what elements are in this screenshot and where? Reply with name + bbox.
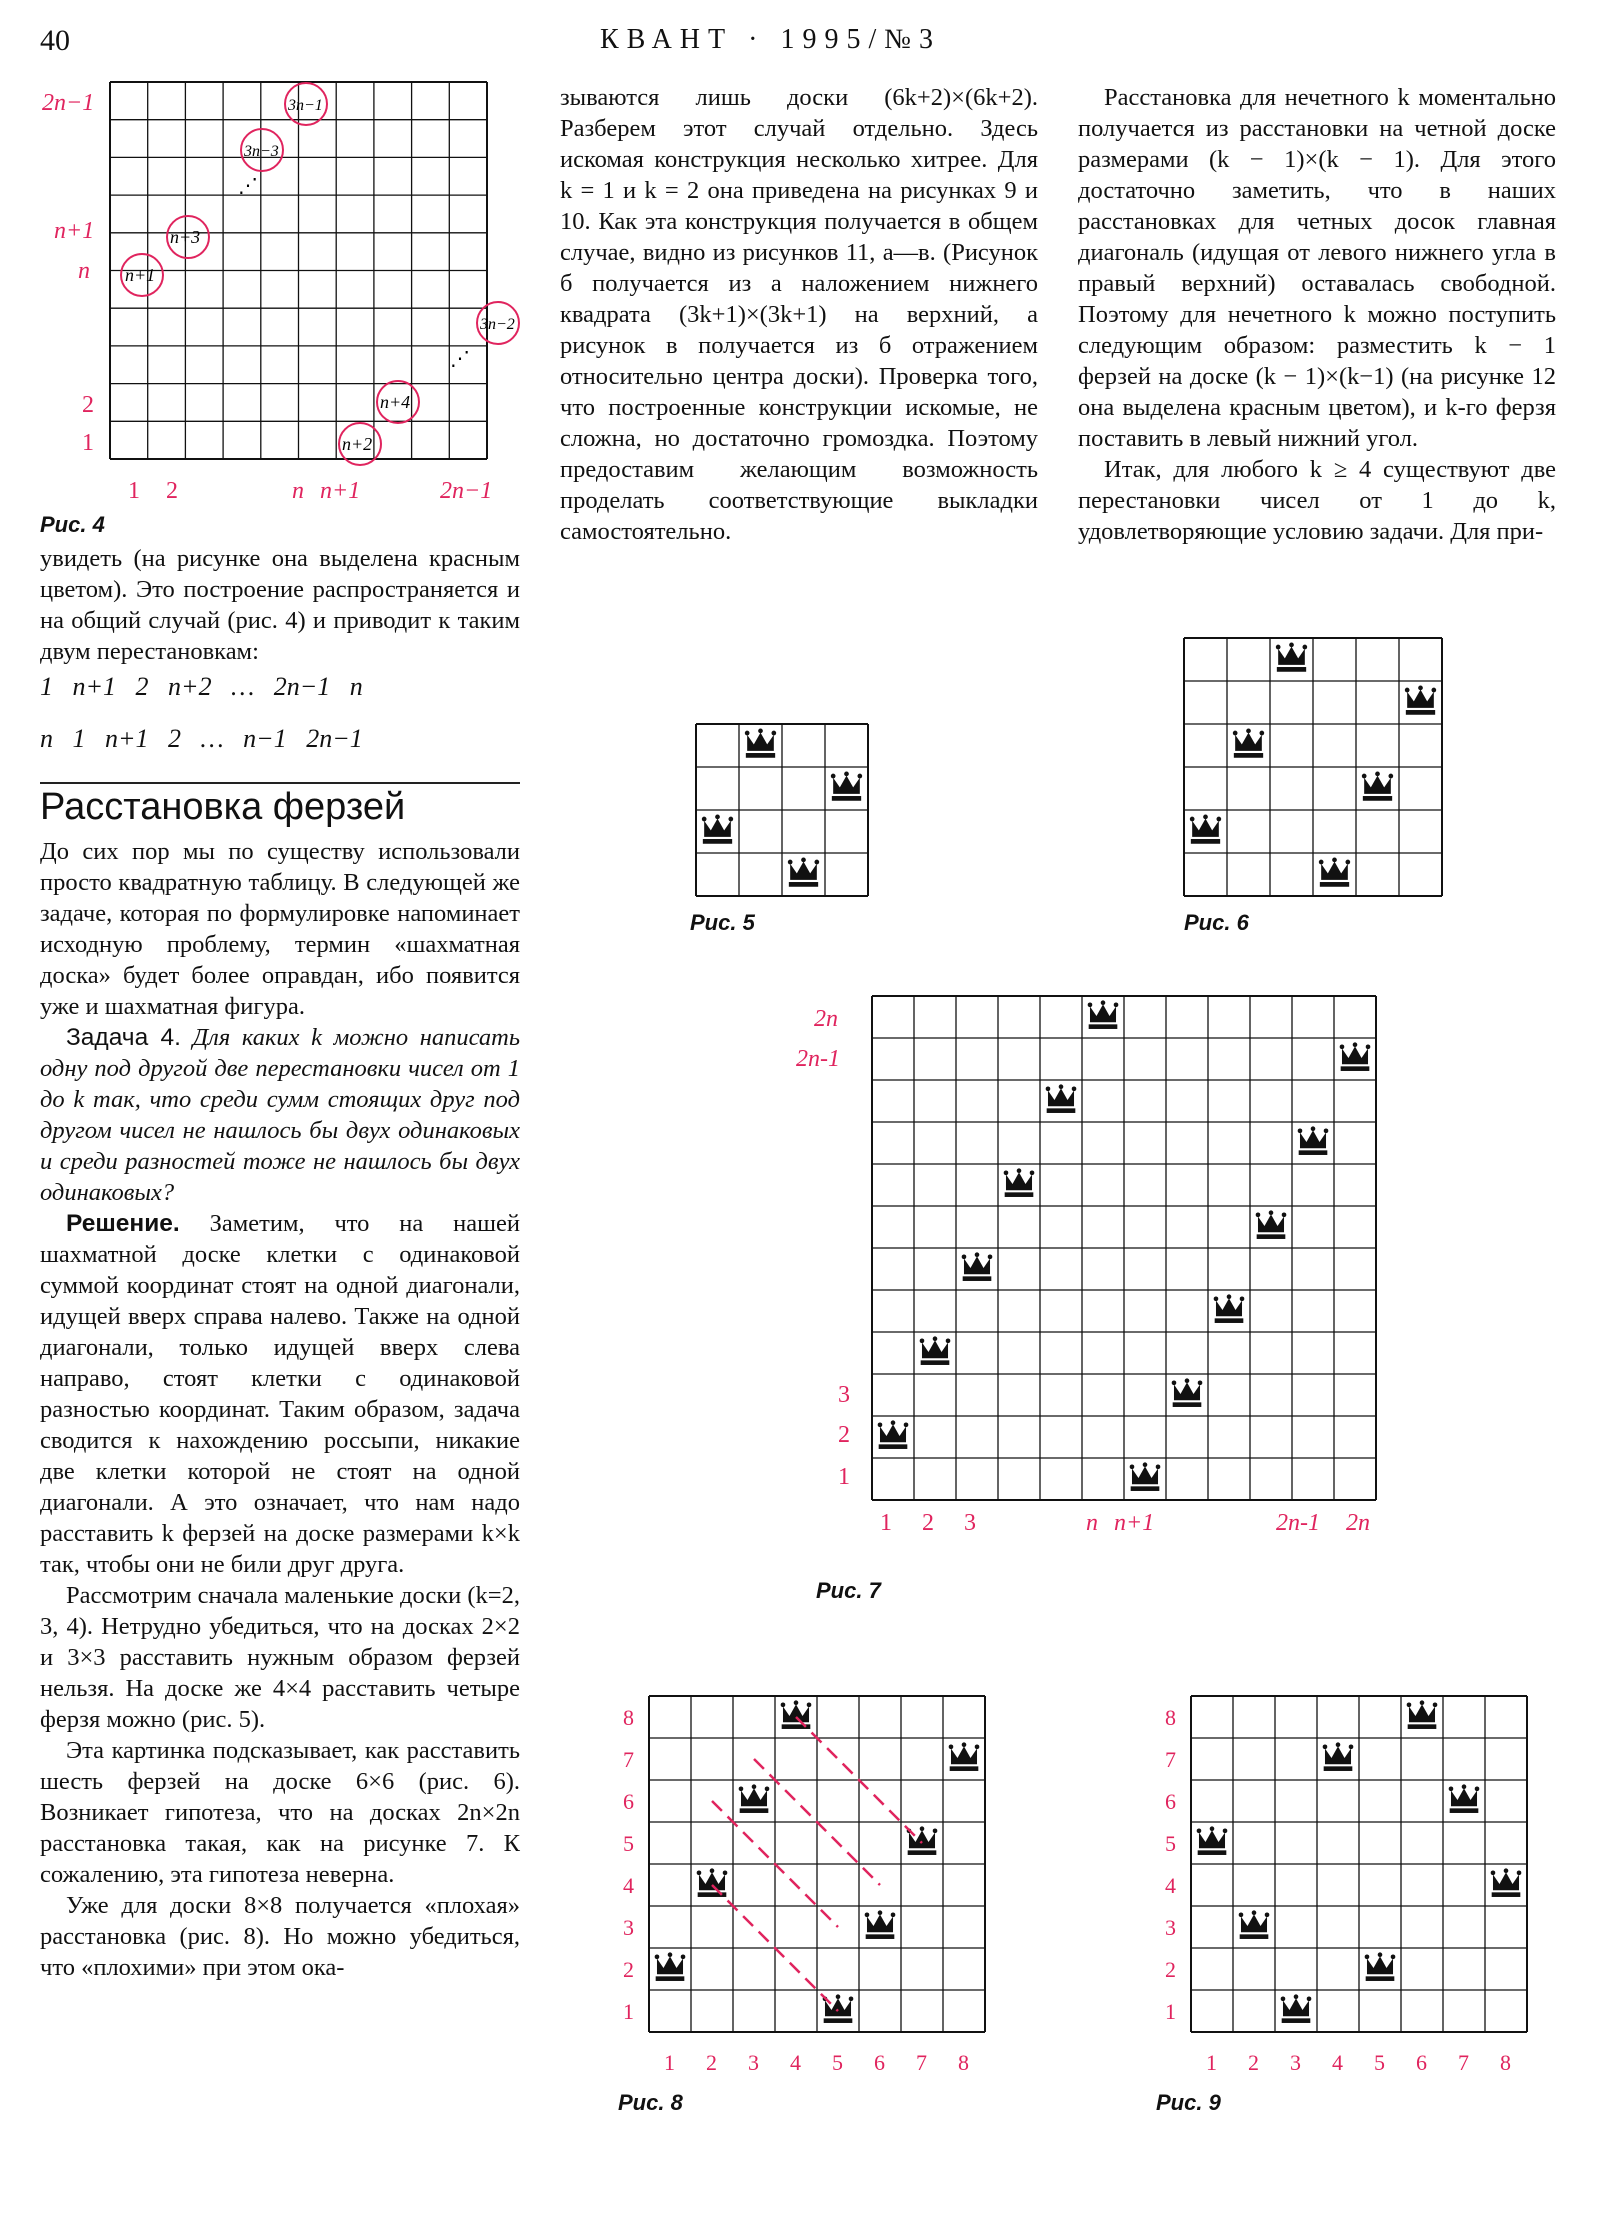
figure-7-board — [780, 990, 1400, 1550]
fig6-queen-2 — [1233, 729, 1264, 758]
fig8-xlabel-2: 2 — [706, 2050, 717, 2075]
fig6-queen-5 — [1362, 772, 1393, 801]
fig4-xlabel-2: 2 — [166, 478, 178, 504]
col3-paragraph-1: Расстановка для нечетного k моментально получается из расстановки на четной доске размерами (k − 1)×(k − 1). Для этого достаточно заметить, что в наших расстановках для четных досок главная диагональ (идущая от левого нижнего угла в правый верхний) оставалась свободной. Поэтому для нечетного k можно поступить следующим образом: разместить k − 1 ферзей на доске (k − 1)×(k−1) (на рисунке 12 она выделена красным цветом), и k-го ферзя поставить в левый нижний угол. — [1078, 84, 1556, 452]
fig4-xlabel-2n-1: 2n−1 — [440, 478, 493, 504]
fig7-xlabel-2: 2 — [922, 1510, 934, 1536]
fig8-ylabel-4: 4 — [623, 1873, 634, 1898]
fig6-queen-1 — [1190, 815, 1221, 844]
fig8-xlabel-4: 4 — [790, 2050, 801, 2075]
fig8-xlabel-7: 7 — [916, 2050, 927, 2075]
fig4-circle-3n-2: 3n−2 — [480, 316, 515, 333]
fig8-xlabel-5: 5 — [832, 2050, 843, 2075]
fig7-ylabel-2n-1: 2n-1 — [796, 1046, 840, 1072]
fig9-queen-6 — [1407, 1700, 1438, 1729]
fig7-queen-5 — [1046, 1084, 1077, 1113]
fig7-queen-7 — [1130, 1462, 1161, 1491]
fig7-xlabel-2n-1: 2n-1 — [1276, 1510, 1320, 1536]
figure-8-caption: Рис. 8 — [618, 2090, 683, 2115]
svg-text:⋰: ⋰ — [450, 348, 470, 370]
fig9-queen-7 — [1449, 1784, 1480, 1813]
fig7-queen-11 — [1298, 1126, 1329, 1155]
column-3 — [1078, 82, 1556, 547]
figure-4 — [30, 80, 515, 510]
fig7-ylabel-3: 3 — [838, 1382, 850, 1408]
fig8-ylabel-1: 1 — [623, 1999, 634, 2024]
figure-4-caption: Рис. 4 — [40, 512, 105, 537]
figure-7-caption: Рис. 7 — [816, 1578, 881, 1603]
figure-4-circles — [121, 83, 519, 465]
fig6-queen-4 — [1319, 858, 1350, 887]
col1-paragraph-2: До сих пор мы по существу использовали просто квадратную таблицу. В следующей же задаче, которая по формулировке напоминает исходную проблему, термин «шахматная доска» будет более оправдан, ибо появится уже и шахматная фигура. — [40, 838, 520, 1020]
fig7-queen-10 — [1256, 1210, 1287, 1239]
fig4-circle-n+4: n+4 — [380, 392, 411, 412]
fig8-xlabel-8: 8 — [958, 2050, 969, 2075]
col1-paragraph-4: Эта картинка подсказывает, как расставить шесть ферзей на доске 6×6 (рис. 6). Возникает гипотеза, что на досках 2n×2n расстановка такая, как на рисунке 7. К сожалению, эта гипотеза неверна. — [40, 1737, 520, 1888]
fig9-ylabel-1: 1 — [1165, 1999, 1176, 2024]
fig8-xlabel-1: 1 — [664, 2050, 675, 2075]
fig8-queen-3 — [739, 1784, 770, 1813]
fig7-ylabel-1: 1 — [838, 1464, 850, 1490]
fig8-ylabel-8: 8 — [623, 1705, 634, 1730]
fig8-xlabel-6: 6 — [874, 2050, 885, 2075]
fig8-queen-6 — [865, 1910, 896, 1939]
fig7-queen-4 — [1004, 1168, 1035, 1197]
permutation-1: 1 n+1 2 n+2 … 2n−1 n — [40, 672, 363, 701]
fig4-ylabel-n+1: n+1 — [54, 218, 95, 244]
fig8-ylabel-2: 2 — [623, 1957, 634, 1982]
fig9-xlabel-5: 5 — [1374, 2050, 1385, 2075]
task-text: Для каких k можно написать одну под другой две перестановки чисел от 1 до k так, что среди сумм стоящих друг под другом чисел не нашлось бы двух одинаковых и среди разностей тоже не нашлось бы двух одинаковых? — [40, 1024, 520, 1206]
fig8-queen-2 — [697, 1868, 728, 1897]
fig4-circle-n+2: n+2 — [342, 434, 373, 454]
task-label: Задача 4. — [66, 1024, 181, 1051]
fig4-circle-3n-1: 3n−1 — [288, 97, 323, 114]
fig4-ylabel-2: 2 — [82, 392, 94, 418]
fig5-queen-3 — [788, 858, 819, 887]
fig8-queen-4 — [781, 1700, 812, 1729]
permutation-2: n 1 n+1 2 … n−1 2n−1 — [40, 724, 363, 753]
fig9-queen-3 — [1281, 1994, 1312, 2023]
figure-9-caption: Рис. 9 — [1156, 2090, 1221, 2115]
fig8-queen-1 — [655, 1952, 686, 1981]
fig5-queen-2 — [745, 729, 776, 758]
fig5-queen-4 — [831, 772, 862, 801]
fig8-ylabel-3: 3 — [623, 1915, 634, 1940]
figure-7-labels — [796, 1006, 1370, 1536]
fig9-ylabel-8: 8 — [1165, 1705, 1176, 1730]
fig9-queen-4 — [1323, 1742, 1354, 1771]
fig9-xlabel-6: 6 — [1416, 2050, 1427, 2075]
fig7-xlabel-3: 3 — [964, 1510, 976, 1536]
fig4-circle-n+1: n+1 — [125, 265, 156, 285]
fig8-queen-8 — [949, 1742, 980, 1771]
col1-paragraph-3: Рассмотрим сначала маленькие доски (k=2, 3, 4). Нетрудно убедиться, что на досках 2×2 и 3×3 расставить нужным образом ферзей нельзя. На доске же 4×4 расставить четыре ферзя можно (рис. 5). — [40, 1582, 520, 1733]
fig9-xlabel-1: 1 — [1206, 2050, 1217, 2075]
page-number: 40 — [40, 24, 70, 57]
fig7-ylabel-2: 2 — [838, 1422, 850, 1448]
fig7-queen-6 — [1088, 1000, 1119, 1029]
fig9-xlabel-3: 3 — [1290, 2050, 1301, 2075]
col1-paragraph-5: Уже для доски 8×8 получается «плохая» расстановка (рис. 8). Но можно убедиться, что «плохими» при этом ока- — [40, 1892, 520, 1981]
fig7-xlabel-n: n — [1086, 1510, 1098, 1536]
figure-5-board — [694, 722, 870, 898]
fig4-xlabel-n+1: n+1 — [320, 478, 361, 504]
fig6-queen-3 — [1276, 643, 1307, 672]
column-1-body — [40, 836, 520, 1983]
journal-title: КВАНТ · 1995/№3 — [600, 24, 941, 55]
figure-4-grid — [110, 82, 487, 459]
fig9-ylabel-4: 4 — [1165, 1873, 1176, 1898]
fig8-xlabel-3: 3 — [748, 2050, 759, 2075]
fig7-ylabel-2n: 2n — [814, 1006, 838, 1032]
fig7-xlabel-2n: 2n — [1346, 1510, 1370, 1536]
solution-label: Решение. — [66, 1210, 180, 1237]
col1-paragraph-1: увидеть (на рисунке она выделена красным цветом). Это построение распространяется и на общий случай (рис. 4) и приводит к таким двум перестановкам: — [40, 545, 520, 665]
fig7-queen-8 — [1172, 1378, 1203, 1407]
fig7-xlabel-1: 1 — [880, 1510, 892, 1536]
column-2 — [560, 82, 1038, 547]
fig7-queen-12 — [1340, 1042, 1371, 1071]
figure-6-board — [1182, 636, 1446, 900]
fig9-queen-1 — [1197, 1826, 1228, 1855]
fig9-ylabel-7: 7 — [1165, 1747, 1176, 1772]
fig4-ylabel-1: 1 — [82, 430, 94, 456]
fig9-queen-8 — [1491, 1868, 1522, 1897]
svg-text:⋰: ⋰ — [238, 175, 258, 197]
fig9-xlabel-4: 4 — [1332, 2050, 1343, 2075]
fig7-queen-9 — [1214, 1294, 1245, 1323]
figure-5-caption: Рис. 5 — [690, 910, 755, 935]
section-title: Расстановка ферзей — [40, 782, 520, 829]
fig9-ylabel-2: 2 — [1165, 1957, 1176, 1982]
col3-paragraph-2: Итак, для любого k ≥ 4 существуют две перестановки чисел от 1 до k, удовлетворяющие условию задачи. Для при- — [1078, 456, 1556, 545]
figure-6-caption: Рис. 6 — [1184, 910, 1249, 935]
fig4-xlabel-n: n — [292, 478, 304, 504]
fig9-ylabel-6: 6 — [1165, 1789, 1176, 1814]
fig9-xlabel-8: 8 — [1500, 2050, 1511, 2075]
fig9-ylabel-3: 3 — [1165, 1915, 1176, 1940]
fig7-queen-3 — [962, 1252, 993, 1281]
fig7-queen-1 — [878, 1420, 909, 1449]
fig9-queen-2 — [1239, 1910, 1270, 1939]
figure-8-board — [604, 1690, 1004, 2080]
fig8-ylabel-6: 6 — [623, 1789, 634, 1814]
fig9-queen-5 — [1365, 1952, 1396, 1981]
fig8-ylabel-5: 5 — [623, 1831, 634, 1856]
figure-9-board — [1146, 1690, 1546, 2080]
fig4-circle-n+3: n+3 — [170, 227, 201, 247]
fig4-ylabel-n: n — [78, 258, 90, 284]
fig9-ylabel-5: 5 — [1165, 1831, 1176, 1856]
fig4-xlabel-1: 1 — [128, 478, 140, 504]
fig6-queen-6 — [1405, 686, 1436, 715]
fig7-queen-2 — [920, 1336, 951, 1365]
solution-text: Заметим, что на нашей шахматной доске клетки с одинаковой суммой координат стоят на одной диагонали, идущей вверх справа налево. Также на одной диагонали, только идущей вверх слева направо, стоят клетки с одинаковой разностью координат. Таким образом, задача сводится к нахождению россыпи, никакие две клетки которой не стоят на одной диагонали. А это означает, что нам надо расставить k ферзей на доске размерами k×k так, чтобы они не били друг друга. — [40, 1210, 520, 1578]
fig8-ylabel-7: 7 — [623, 1747, 634, 1772]
fig4-circle-3n-3: 3n−3 — [244, 143, 279, 160]
fig9-xlabel-7: 7 — [1458, 2050, 1469, 2075]
fig7-xlabel-n+1: n+1 — [1114, 1510, 1155, 1536]
column-1-top — [40, 543, 520, 667]
fig4-ylabel-2n-1: 2n−1 — [42, 90, 95, 116]
col2-paragraph: зываются лишь доски (6k+2)×(6k+2). Разберем этот случай отдельно. Здесь искомая конструкция несколько хитрее. Для k = 1 и k = 2 она приведена на рисунках 9 и 10. Как эта конструкция получается в общем случае, видно из рисунков 11, а—в. (Рисунок б получается из а наложением нижнего квадрата (3k+1)×(3k+1) на верхний, а рисунок в получается из б отражением относительно центра доски). Проверка того, что построенные конструкции искомые, не сложна, но достаточно громоздка. Поэтому предоставим желающим возможность проделать соответствующие выкладки самостоятельно. — [560, 84, 1038, 545]
fig5-queen-1 — [702, 815, 733, 844]
fig9-xlabel-2: 2 — [1248, 2050, 1259, 2075]
